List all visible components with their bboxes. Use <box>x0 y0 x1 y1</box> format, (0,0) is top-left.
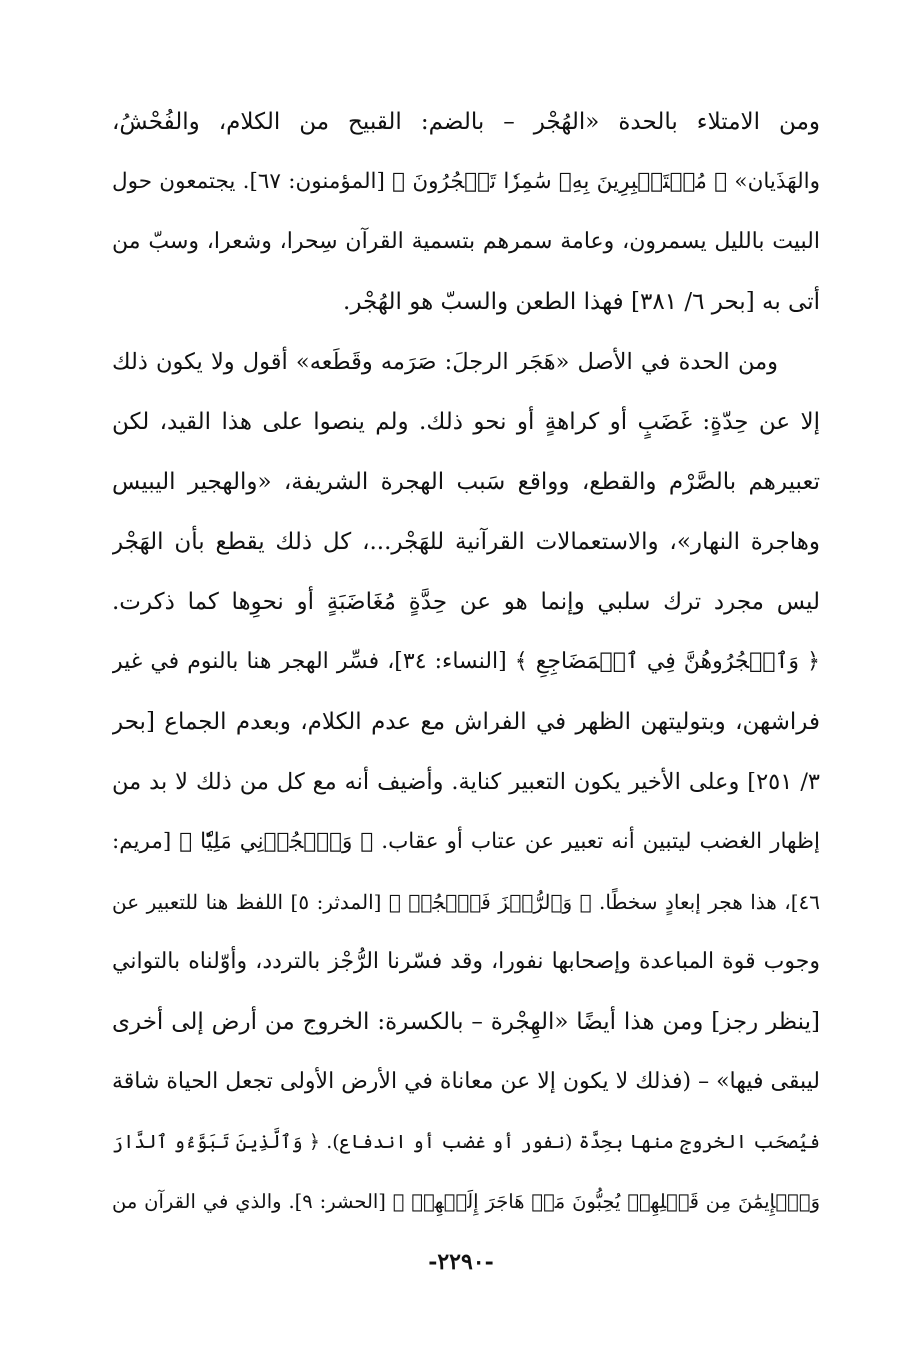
text-line: إلا عن حِدّةٍ: غَضَبٍ أو كراهةٍ أو نحو ذلك. ولم ينصوا على هذا القيد، لكن <box>112 409 820 435</box>
text-line: ليبقى فيها» – (فذلك لا يكون إلا عن معاناة في الأرض الأولى تجعل الحياة شاقة <box>112 1069 820 1094</box>
text-line: وَٱلۡإِيمَٰنَ مِن قَبۡلِهِمۡ يُحِبُّونَ مَنۡ هَاجَرَ إِلَيۡهِمۡ ﴾ [الحشر: ٩]. والذي في القرآن من <box>112 1190 820 1213</box>
text-line: وجوب قوة المباعدة وإصحابها نفورا، وقد فسّرنا الرُّجْز بالتردد، وأوّلناه بالتواني <box>112 949 820 974</box>
text-line: ليس مجرد ترك سلبي وإنما هو عن حِدَّةٍ مُغَاضَبَةٍ أو نحوِها كما ذكرت. <box>112 589 820 615</box>
text-line: [ينظر رجز] ومن هذا أيضًا «الهِجْرة – بالكسرة: الخروج من أرض إلى أخرى <box>112 1009 820 1035</box>
text-line: إظهار الغضب ليتبين أنه تعبير عن عتاب أو عقاب. ﴿ وَٱهۡجُرۡنِي مَلِيّٗا ﴾ [مريم: <box>112 829 820 854</box>
text-line: البيت بالليل يسمرون، وعامة سمرهم بتسمية القرآن سِحرا، وشعرا، وسبّ من <box>112 229 820 254</box>
text-line: ﴿ وَٱهۡجُرُوهُنَّ فِي ٱلۡمَضَاجِعِ ﴾ [النساء: ٣٤]، فسِّر الهجر هنا بالنوم في غير <box>112 649 820 674</box>
text-line: ٣/ ٢٥١] وعلى الأخير يكون التعبير كناية. وأضيف أنه مع كل من ذلك لا بد من <box>112 769 820 795</box>
page-number: -٢٢٩٠- <box>428 1249 494 1275</box>
text-line: تعبيرهم بالصَّرْم والقطع، وواقع سَبب الهجرة الشريفة، «والهجير اليبيس <box>112 469 820 495</box>
text-line: وهاجرة النهار»، والاستعمالات القرآنية للهَجْر...، كل ذلك يقطع بأن الهَجْر <box>112 529 820 555</box>
text-line: ومن الامتلاء بالحدة «الهُجْر – بالضم: القبيح من الكلام، والفُحْشُ، <box>112 109 820 135</box>
text-line: فراشهن، وبتوليتهن الظهر في الفراش مع عدم الكلام، وبعدم الجماع [بحر <box>112 709 820 735</box>
text-line: والهَذَيان» ﴿ مُسۡتَكۡبِرِينَ بِهِۦ سَٰمِرٗا تَهۡجُرُونَ ﴾ [المؤمنون: ٦٧]. يجتمعون حول <box>112 169 820 194</box>
text-line: أتى به [بحر ٦/ ٣٨١] فهذا الطعن والسبّ هو الهُجْر. <box>343 289 820 315</box>
text-line: ومن الحدة في الأصل «هَجَر الرجلَ: صَرَمه وقَطَعه» أقول ولا يكون ذلك <box>112 349 778 375</box>
text-line: فيُصحَب الخروج منها بحِدَّة (نفور أو غضب أو اندفاع). ﴿ وَٱلَّذِينَ تَبَوَّءُو ٱلدَّارَ <box>112 1131 820 1153</box>
text-line: ٤٦]، هذا هجر إبعادٍ سخطًا. ﴿ وَٱلرُّجۡزَ فَٱهۡجُرۡ ﴾ [المدثر: ٥] اللفظ هنا للتعبير عن <box>112 890 820 914</box>
